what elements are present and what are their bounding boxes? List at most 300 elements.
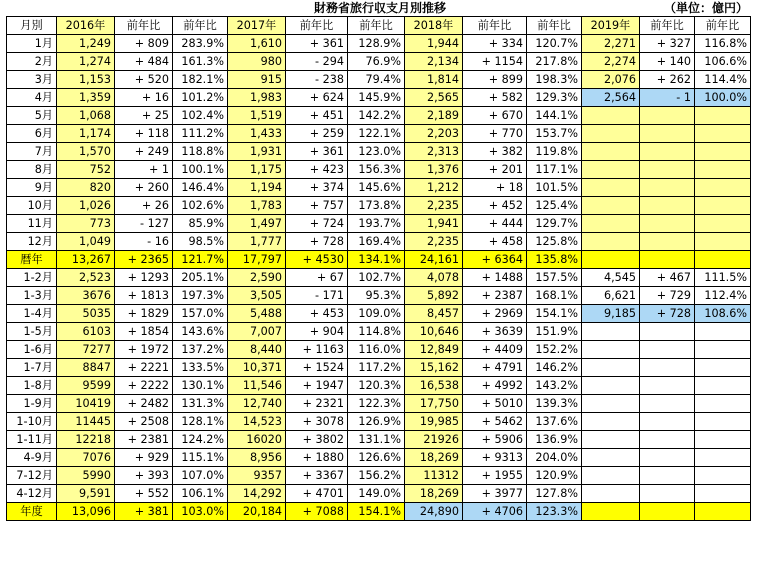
data-cell: 156.2% <box>348 467 405 485</box>
data-cell: 3676 <box>57 287 115 305</box>
data-cell: 126.6% <box>348 449 405 467</box>
data-cell: 1,026 <box>57 197 115 215</box>
data-cell: 1,212 <box>405 179 463 197</box>
data-cell <box>640 323 695 341</box>
data-cell: 85.9% <box>173 215 228 233</box>
travel-balance-table <box>6 16 751 521</box>
data-cell: + 1524 <box>286 359 348 377</box>
data-cell: + 3977 <box>463 485 527 503</box>
data-cell: 5035 <box>57 305 115 323</box>
data-cell: 10419 <box>57 395 115 413</box>
data-cell: + 4701 <box>286 485 348 503</box>
data-cell: 123.3% <box>527 503 582 521</box>
data-cell: + 1880 <box>286 449 348 467</box>
header-cell: 前年比 <box>640 17 695 35</box>
data-cell: 131.3% <box>173 395 228 413</box>
data-cell: 2,590 <box>228 269 286 287</box>
data-cell <box>582 215 640 233</box>
data-cell: 12,740 <box>228 395 286 413</box>
data-cell <box>640 161 695 179</box>
data-cell: + 5906 <box>463 431 527 449</box>
data-cell: 1,570 <box>57 143 115 161</box>
data-cell <box>695 125 751 143</box>
data-cell: + 393 <box>115 467 173 485</box>
header-cell: 前年比 <box>463 17 527 35</box>
data-cell: 197.3% <box>173 287 228 305</box>
data-cell: 11312 <box>405 467 463 485</box>
data-cell: + 423 <box>286 161 348 179</box>
data-cell: 129.3% <box>527 89 582 107</box>
table-row <box>7 269 751 287</box>
data-cell: 1,274 <box>57 53 115 71</box>
data-cell: + 201 <box>463 161 527 179</box>
data-cell: 125.4% <box>527 197 582 215</box>
data-cell: 151.9% <box>527 323 582 341</box>
table-row <box>7 71 751 89</box>
table-row <box>7 215 751 233</box>
data-cell <box>695 161 751 179</box>
data-cell: 2,274 <box>582 53 640 71</box>
row-label: 11月 <box>7 215 57 233</box>
table-row <box>7 179 751 197</box>
data-cell: 100.1% <box>173 161 228 179</box>
data-cell <box>695 485 751 503</box>
data-cell: 1,777 <box>228 233 286 251</box>
data-cell: + 1972 <box>115 341 173 359</box>
row-label: 年度 <box>7 503 57 521</box>
data-cell <box>640 251 695 269</box>
data-cell <box>695 467 751 485</box>
data-cell <box>582 413 640 431</box>
data-cell: 820 <box>57 179 115 197</box>
data-cell: 95.3% <box>348 287 405 305</box>
data-cell: 1,944 <box>405 35 463 53</box>
data-cell: 14,292 <box>228 485 286 503</box>
data-cell <box>640 485 695 503</box>
data-cell: 2,235 <box>405 197 463 215</box>
data-cell: + 453 <box>286 305 348 323</box>
data-cell: + 1293 <box>115 269 173 287</box>
data-cell: + 809 <box>115 35 173 53</box>
data-cell <box>640 215 695 233</box>
data-cell: + 118 <box>115 125 173 143</box>
data-cell: 5,488 <box>228 305 286 323</box>
row-label: 4-12月 <box>7 485 57 503</box>
data-cell <box>640 377 695 395</box>
data-cell: + 2482 <box>115 395 173 413</box>
row-label: 1-11月 <box>7 431 57 449</box>
data-cell: 10,371 <box>228 359 286 377</box>
table-row <box>7 89 751 107</box>
data-cell: 106.1% <box>173 485 228 503</box>
data-cell: 157.5% <box>527 269 582 287</box>
data-cell: 198.3% <box>527 71 582 89</box>
data-cell: 1,433 <box>228 125 286 143</box>
data-cell: 283.9% <box>173 35 228 53</box>
data-cell: 131.1% <box>348 431 405 449</box>
data-cell: - 16 <box>115 233 173 251</box>
data-cell: 11445 <box>57 413 115 431</box>
data-cell: 133.5% <box>173 359 228 377</box>
data-cell: 101.2% <box>173 89 228 107</box>
data-cell: 126.9% <box>348 413 405 431</box>
row-label: 6月 <box>7 125 57 143</box>
data-cell: 5,892 <box>405 287 463 305</box>
data-cell: + 1154 <box>463 53 527 71</box>
header-cell: 2018年 <box>405 17 463 35</box>
data-cell: 2,235 <box>405 233 463 251</box>
data-cell: + 2365 <box>115 251 173 269</box>
data-cell <box>695 215 751 233</box>
table-row <box>7 413 751 431</box>
data-cell: 145.6% <box>348 179 405 197</box>
data-cell: 109.0% <box>348 305 405 323</box>
data-cell: + 5010 <box>463 395 527 413</box>
data-cell: 2,203 <box>405 125 463 143</box>
data-cell <box>582 233 640 251</box>
table-row <box>7 359 751 377</box>
data-cell: 14,523 <box>228 413 286 431</box>
data-cell: + 757 <box>286 197 348 215</box>
data-cell: 137.2% <box>173 341 228 359</box>
data-cell: 129.7% <box>527 215 582 233</box>
data-cell <box>695 143 751 161</box>
data-cell: + 361 <box>286 143 348 161</box>
data-cell: + 484 <box>115 53 173 71</box>
data-cell: + 2222 <box>115 377 173 395</box>
data-cell <box>640 143 695 161</box>
data-cell <box>695 179 751 197</box>
data-cell: 154.1% <box>348 503 405 521</box>
data-cell: 161.3% <box>173 53 228 71</box>
data-cell: 127.8% <box>527 485 582 503</box>
row-label: 5月 <box>7 107 57 125</box>
table-row <box>7 341 751 359</box>
data-cell: 107.0% <box>173 467 228 485</box>
data-cell <box>695 359 751 377</box>
data-cell <box>582 107 640 125</box>
data-cell: 108.6% <box>695 305 751 323</box>
data-cell: + 3078 <box>286 413 348 431</box>
data-cell: 135.8% <box>527 251 582 269</box>
data-cell: 1,359 <box>57 89 115 107</box>
data-cell: 1,941 <box>405 215 463 233</box>
data-cell: 136.9% <box>527 431 582 449</box>
header-cell: 2017年 <box>228 17 286 35</box>
data-cell: 9,591 <box>57 485 115 503</box>
data-cell: + 2387 <box>463 287 527 305</box>
data-cell <box>695 395 751 413</box>
data-cell: 103.0% <box>173 503 228 521</box>
row-label: 1-6月 <box>7 341 57 359</box>
data-cell: 120.7% <box>527 35 582 53</box>
data-cell: 1,068 <box>57 107 115 125</box>
data-cell: 18,269 <box>405 449 463 467</box>
data-cell: + 2508 <box>115 413 173 431</box>
data-cell: 8,440 <box>228 341 286 359</box>
table-row <box>7 449 751 467</box>
data-cell <box>640 107 695 125</box>
row-label: 1-5月 <box>7 323 57 341</box>
data-cell <box>582 341 640 359</box>
data-cell: + 260 <box>115 179 173 197</box>
data-cell: 19,985 <box>405 413 463 431</box>
row-label: 8月 <box>7 161 57 179</box>
data-cell: 121.7% <box>173 251 228 269</box>
data-cell: 7277 <box>57 341 115 359</box>
data-cell: + 382 <box>463 143 527 161</box>
table-row <box>7 197 751 215</box>
data-cell <box>695 233 751 251</box>
data-cell: 12218 <box>57 431 115 449</box>
data-cell: 2,134 <box>405 53 463 71</box>
header-cell: 2016年 <box>57 17 115 35</box>
data-cell: + 520 <box>115 71 173 89</box>
data-cell: 1,174 <box>57 125 115 143</box>
data-cell: + 904 <box>286 323 348 341</box>
table-row <box>7 143 751 161</box>
data-cell: 217.8% <box>527 53 582 71</box>
data-cell: + 7088 <box>286 503 348 521</box>
data-cell <box>640 359 695 377</box>
data-cell: 24,161 <box>405 251 463 269</box>
data-cell: + 2381 <box>115 431 173 449</box>
data-cell: 169.4% <box>348 233 405 251</box>
header-cell: 月別 <box>7 17 57 35</box>
data-cell <box>582 161 640 179</box>
data-cell: - 127 <box>115 215 173 233</box>
data-cell: 3,505 <box>228 287 286 305</box>
data-cell: 102.6% <box>173 197 228 215</box>
data-cell: - 171 <box>286 287 348 305</box>
data-cell: + 1854 <box>115 323 173 341</box>
data-cell: 915 <box>228 71 286 89</box>
data-cell: 1,376 <box>405 161 463 179</box>
data-cell: 10,646 <box>405 323 463 341</box>
data-cell: + 728 <box>286 233 348 251</box>
data-cell: 4,078 <box>405 269 463 287</box>
data-cell: + 467 <box>640 269 695 287</box>
data-cell: + 9313 <box>463 449 527 467</box>
data-cell: 98.5% <box>173 233 228 251</box>
data-cell: 102.7% <box>348 269 405 287</box>
data-cell: + 1813 <box>115 287 173 305</box>
data-cell <box>582 467 640 485</box>
data-cell <box>695 341 751 359</box>
data-cell <box>695 449 751 467</box>
data-cell <box>582 143 640 161</box>
data-cell: 119.8% <box>527 143 582 161</box>
data-cell: 1,175 <box>228 161 286 179</box>
unit-label: （単位：億円） <box>663 1 748 15</box>
data-cell: + 381 <box>115 503 173 521</box>
data-cell: 21926 <box>405 431 463 449</box>
data-cell: 980 <box>228 53 286 71</box>
data-cell: 123.0% <box>348 143 405 161</box>
data-cell: 102.4% <box>173 107 228 125</box>
data-cell: 145.9% <box>348 89 405 107</box>
data-cell: 8,956 <box>228 449 286 467</box>
data-cell: 2,523 <box>57 269 115 287</box>
data-cell: 157.0% <box>173 305 228 323</box>
data-cell: + 729 <box>640 287 695 305</box>
data-cell: 182.1% <box>173 71 228 89</box>
data-cell <box>582 377 640 395</box>
row-label: 10月 <box>7 197 57 215</box>
data-cell: + 670 <box>463 107 527 125</box>
data-cell <box>582 503 640 521</box>
data-cell: + 1163 <box>286 341 348 359</box>
data-cell <box>582 125 640 143</box>
data-cell: - 238 <box>286 71 348 89</box>
data-cell <box>640 503 695 521</box>
data-cell: 118.8% <box>173 143 228 161</box>
data-cell: 153.7% <box>527 125 582 143</box>
row-label: 1-10月 <box>7 413 57 431</box>
data-cell <box>582 395 640 413</box>
row-label: 1-4月 <box>7 305 57 323</box>
data-cell: 16,538 <box>405 377 463 395</box>
data-cell: + 262 <box>640 71 695 89</box>
row-label: 暦年 <box>7 251 57 269</box>
data-cell: + 25 <box>115 107 173 125</box>
data-cell: 115.1% <box>173 449 228 467</box>
data-cell: 11,546 <box>228 377 286 395</box>
data-cell: 111.5% <box>695 269 751 287</box>
data-cell <box>640 233 695 251</box>
data-cell: 2,189 <box>405 107 463 125</box>
data-cell: 101.5% <box>527 179 582 197</box>
row-label: 4月 <box>7 89 57 107</box>
data-cell: + 1947 <box>286 377 348 395</box>
data-cell: + 2221 <box>115 359 173 377</box>
table-row <box>7 323 751 341</box>
data-cell <box>582 197 640 215</box>
data-cell: 193.7% <box>348 215 405 233</box>
data-cell: 2,313 <box>405 143 463 161</box>
data-cell: 1,497 <box>228 215 286 233</box>
data-cell: + 770 <box>463 125 527 143</box>
data-cell: + 4409 <box>463 341 527 359</box>
data-cell: 111.2% <box>173 125 228 143</box>
table-row <box>7 485 751 503</box>
data-cell: + 374 <box>286 179 348 197</box>
data-cell: 124.2% <box>173 431 228 449</box>
data-cell <box>640 341 695 359</box>
data-cell: 76.9% <box>348 53 405 71</box>
data-cell <box>582 431 640 449</box>
data-cell: 128.9% <box>348 35 405 53</box>
data-cell: 137.6% <box>527 413 582 431</box>
data-cell: 20,184 <box>228 503 286 521</box>
data-cell: 112.4% <box>695 287 751 305</box>
data-cell: + 1829 <box>115 305 173 323</box>
data-cell: 142.2% <box>348 107 405 125</box>
data-cell: 122.1% <box>348 125 405 143</box>
data-cell: 139.3% <box>527 395 582 413</box>
data-cell: + 4530 <box>286 251 348 269</box>
table-row <box>7 161 751 179</box>
data-cell: 16020 <box>228 431 286 449</box>
table-row <box>7 125 751 143</box>
data-cell: 120.3% <box>348 377 405 395</box>
data-cell <box>695 503 751 521</box>
data-cell <box>640 467 695 485</box>
data-cell: 1,983 <box>228 89 286 107</box>
table-row <box>7 467 751 485</box>
data-cell: 2,076 <box>582 71 640 89</box>
data-cell: + 452 <box>463 197 527 215</box>
data-cell: 143.6% <box>173 323 228 341</box>
data-cell: 773 <box>57 215 115 233</box>
data-cell <box>695 251 751 269</box>
data-cell: - 1 <box>640 89 695 107</box>
data-cell <box>640 431 695 449</box>
data-cell: 146.2% <box>527 359 582 377</box>
data-cell: 205.1% <box>173 269 228 287</box>
data-cell: + 259 <box>286 125 348 143</box>
table-row <box>7 287 751 305</box>
header-cell: 前年比 <box>115 17 173 35</box>
data-cell: 17,797 <box>228 251 286 269</box>
data-cell: 144.1% <box>527 107 582 125</box>
table-row <box>7 53 751 71</box>
data-cell: 15,162 <box>405 359 463 377</box>
data-cell: + 552 <box>115 485 173 503</box>
data-cell: + 26 <box>115 197 173 215</box>
data-cell <box>582 449 640 467</box>
data-cell: + 4791 <box>463 359 527 377</box>
data-cell: + 361 <box>286 35 348 53</box>
data-cell: + 728 <box>640 305 695 323</box>
data-cell: 13,267 <box>57 251 115 269</box>
data-cell: 120.9% <box>527 467 582 485</box>
data-cell: 7,007 <box>228 323 286 341</box>
data-cell: 2,271 <box>582 35 640 53</box>
row-label: 3月 <box>7 71 57 89</box>
row-label: 7月 <box>7 143 57 161</box>
data-cell: 6,621 <box>582 287 640 305</box>
data-cell: + 67 <box>286 269 348 287</box>
data-cell: + 1955 <box>463 467 527 485</box>
data-cell: 168.1% <box>527 287 582 305</box>
data-cell <box>695 431 751 449</box>
row-label: 7-12月 <box>7 467 57 485</box>
table-row <box>7 35 751 53</box>
data-cell: 173.8% <box>348 197 405 215</box>
data-cell <box>640 197 695 215</box>
row-label: 1-8月 <box>7 377 57 395</box>
data-cell: + 2969 <box>463 305 527 323</box>
data-cell: 117.1% <box>527 161 582 179</box>
data-cell: 752 <box>57 161 115 179</box>
data-cell: 100.0% <box>695 89 751 107</box>
data-cell <box>640 413 695 431</box>
data-cell <box>695 197 751 215</box>
data-cell: 8847 <box>57 359 115 377</box>
data-cell: 9,185 <box>582 305 640 323</box>
data-cell <box>582 251 640 269</box>
data-cell: + 724 <box>286 215 348 233</box>
row-label: 2月 <box>7 53 57 71</box>
table-row <box>7 305 751 323</box>
data-cell <box>582 179 640 197</box>
table-row <box>7 395 751 413</box>
data-cell: + 1488 <box>463 269 527 287</box>
data-cell: 204.0% <box>527 449 582 467</box>
data-cell <box>640 125 695 143</box>
data-cell <box>640 395 695 413</box>
